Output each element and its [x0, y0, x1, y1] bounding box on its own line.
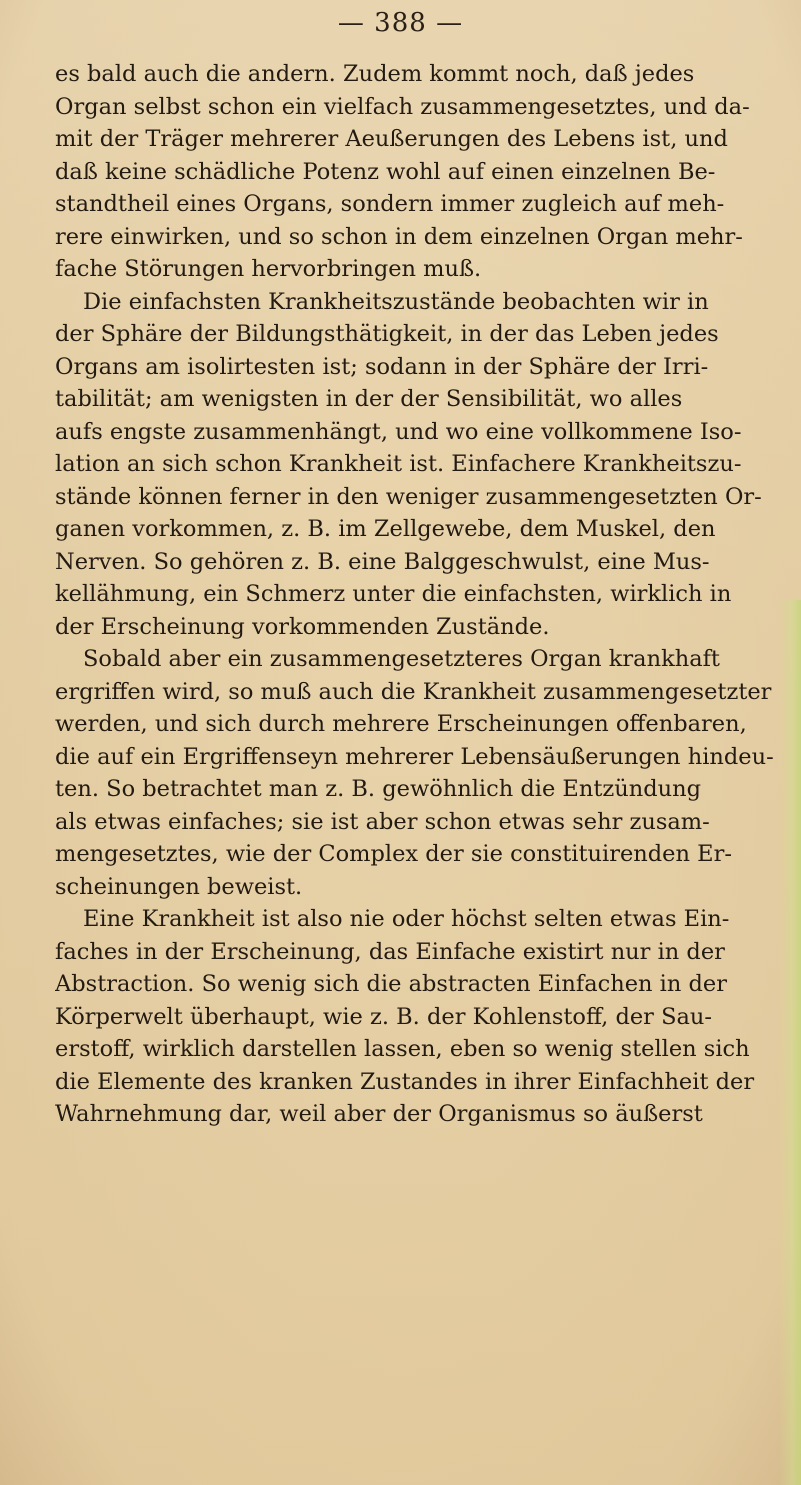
text-line: Wahrnehmung dar, weil aber der Organismus so äußerst	[55, 1101, 703, 1127]
text-line: fache Störungen hervorbringen muß.	[55, 256, 482, 282]
text-line: ganen vorkommen, z. B. im Zellgewebe, dem Muskel, den	[55, 516, 716, 542]
text-line: Eine Krankheit ist also nie oder höchst selten etwas Ein-	[83, 906, 730, 932]
body-text	[55, 58, 775, 1131]
text-line: tabilität; am wenigsten in der der Sensibilität, wo alles	[55, 386, 683, 412]
paragraph-1	[55, 58, 775, 286]
text-line: Nerven. So gehören z. B. eine Balggeschwulst, eine Mus-	[55, 548, 710, 575]
text-line: ten. So betrachtet man z. B. gewöhnlich die Entzündung	[55, 776, 702, 802]
paragraph-3	[55, 643, 775, 903]
text-line: mengesetztes, wie der Complex der sie constituirenden Er-	[55, 841, 732, 867]
text-line: kellähmung, ein Schmerz unter die einfachsten, wirklich in	[55, 581, 732, 607]
paragraph-2	[55, 286, 775, 644]
text-line: rere einwirken, und so schon in dem einzelnen Organ mehr-	[55, 223, 743, 250]
text-line: mit der Träger mehrerer Aeußerungen des Lebens ist, und	[55, 126, 728, 152]
text-line: als etwas einfaches; sie ist aber schon etwas sehr zusam-	[55, 808, 710, 835]
text-line: werden, und sich durch mehrere Erscheinungen offenbaren,	[55, 711, 747, 737]
text-line: standtheil eines Organs, sondern immer zugleich auf meh-	[55, 191, 725, 217]
text-line: der Erscheinung vorkommenden Zustände.	[55, 613, 550, 640]
text-line: lation an sich schon Krankheit ist. Einfachere Krankheitszu-	[55, 451, 742, 477]
text-line: erstoff, wirklich darstellen lassen, eben so wenig stellen sich	[55, 1036, 750, 1062]
text-line: daß keine schädliche Potenz wohl auf einen einzelnen Be-	[55, 158, 716, 185]
text-line: ergriffen wird, so muß auch die Krankheit zusammengesetzter	[55, 678, 772, 705]
paper-stain	[779, 600, 801, 1485]
text-line: Körperwelt überhaupt, wie z. B. der Kohlenstoff, der Sau-	[55, 1003, 713, 1030]
text-line: die auf ein Ergriffenseyn mehrerer Lebensäußerungen hindeu-	[55, 743, 774, 770]
text-line: Die einfachsten Krankheitszustände beobachten wir in	[83, 288, 709, 315]
text-line: es bald auch die andern. Zudem kommt noch, daß jedes	[55, 61, 695, 87]
text-line: Abstraction. So wenig sich die abstracten Einfachen in der	[55, 971, 727, 997]
text-line: stände können ferner in den weniger zusammengesetzten Or-	[55, 483, 762, 510]
text-line: die Elemente des kranken Zustandes in ihrer Einfachheit der	[55, 1068, 755, 1095]
text-line: der Sphäre der Bildungsthätigkeit, in der das Leben jedes	[55, 321, 719, 347]
paragraph-4	[55, 903, 775, 1131]
text-line: Organs am isolirtesten ist; sodann in der Sphäre der Irri-	[55, 353, 709, 380]
page-number: — 388 —	[337, 8, 464, 38]
text-line: faches in der Erscheinung, das Einfache existirt nur in der	[55, 938, 725, 965]
text-line: Organ selbst schon ein vielfach zusammengesetztes, und da-	[55, 93, 750, 120]
text-line: Sobald aber ein zusammengesetzteres Organ krankhaft	[83, 646, 720, 672]
text-line: aufs engste zusammenhängt, und wo eine vollkommene Iso-	[55, 418, 742, 445]
text-line: scheinungen beweist.	[55, 873, 303, 900]
